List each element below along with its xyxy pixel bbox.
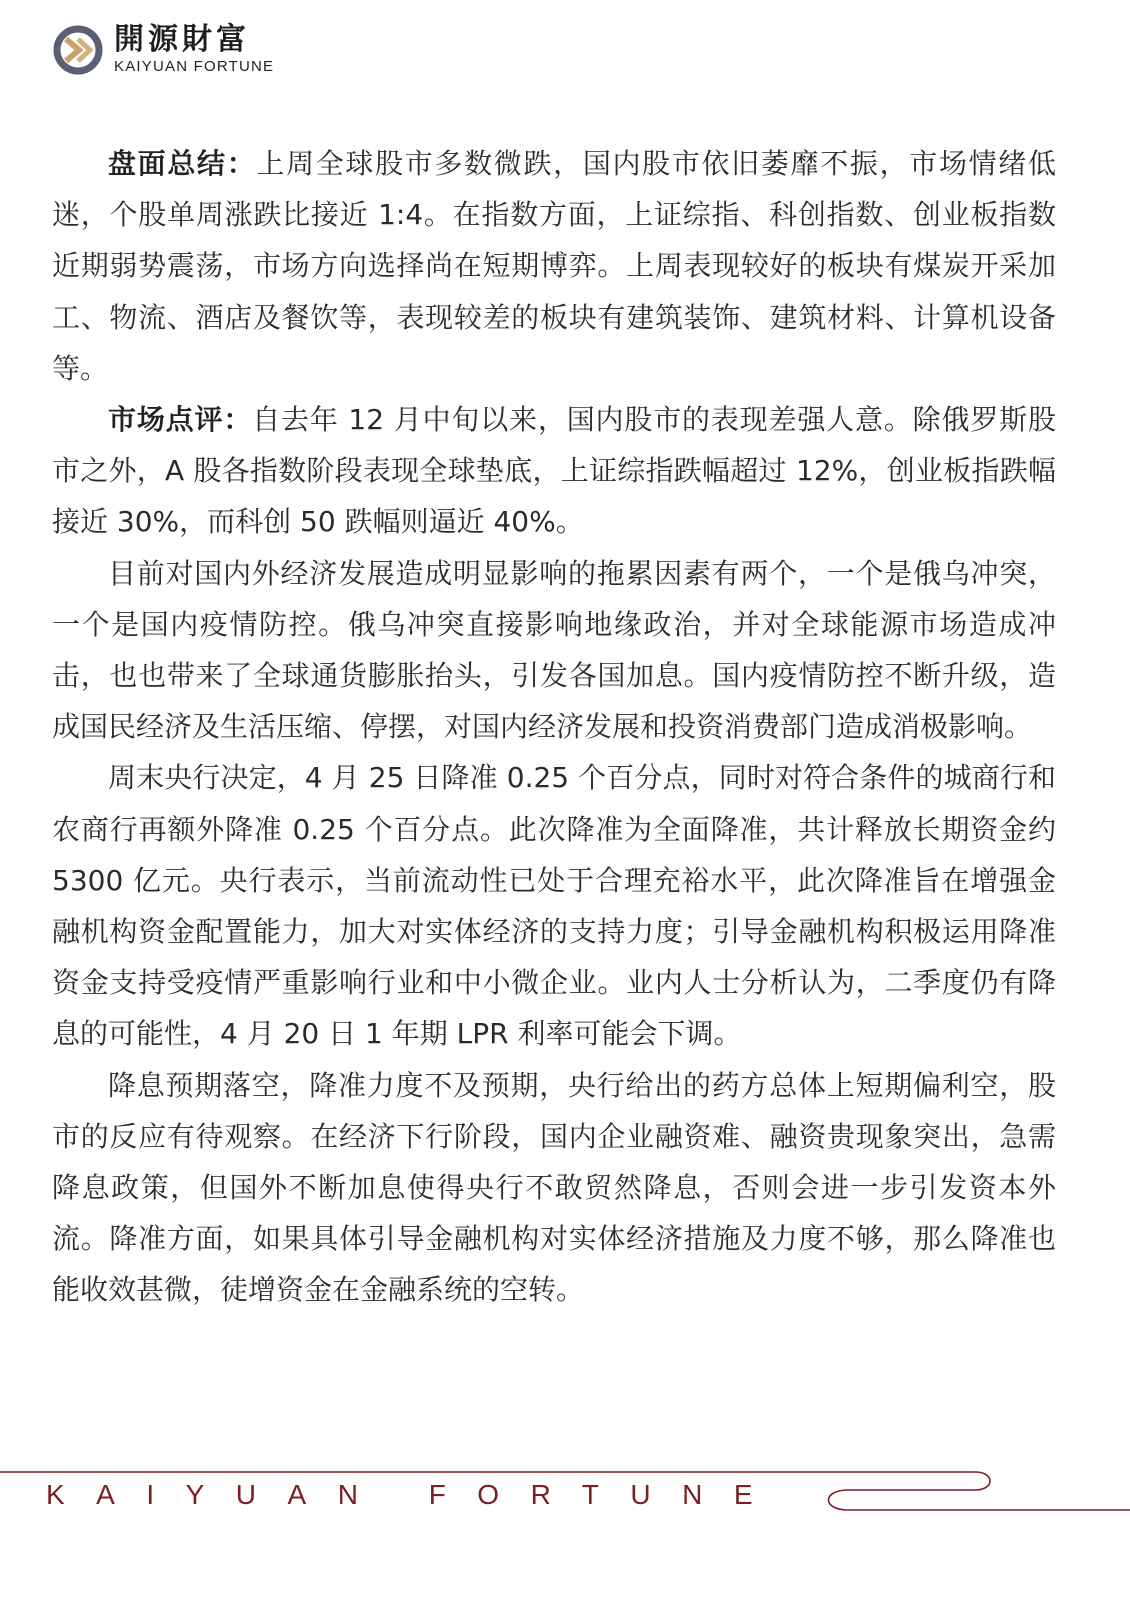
paragraph-text: 周末央行决定，4 月 25 日降准 0.25 个百分点，同时对符合条件的城商行和农商行再额外降准 0.25 个百分点。此次降准为全面降准，共计释放长期资金约 5300 亿元。央行表示，当前流动性已处于合理充裕水平，此次降准旨在增强金融机构资金配置能力，加大对实体经济的支持力度；引导金融机构积极运用降准资金支持受疫情严重影响行业和中小微企业。业内人士分析认为，二季度仍有降息的可能性，4 月 20 日 1 年期 LPR 利率可能会下调。 — [52, 761, 1056, 1051]
paragraph-lead: 盘面总结： — [108, 147, 257, 180]
paragraph-text: 目前对国内外经济发展造成明显影响的拖累因素有两个，一个是俄乌冲突，一个是国内疫情防控。俄乌冲突直接影响地缘政治，并对全球能源市场造成冲击，也也带来了全球通货膨胀抬头，引发各国加息。国内疫情防控不断升级，造成国民经济及生活压缩、停摆，对国内经济发展和投资消费部门造成消极影响。 — [52, 556, 1056, 744]
paragraph-text: 自去年 12 月中旬以来，国内股市的表现差强人意。除俄罗斯股市之外，A 股各指数阶段表现全球垫底，上证综指跌幅超过 12%，创业板指跌幅接近 30%，而科创 50 跌幅则逼近 40%。 — [52, 403, 1056, 539]
kaiyuan-logo-icon — [52, 24, 104, 76]
paragraph-lead: 市场点评： — [108, 403, 253, 437]
paragraph-market-summary — [52, 138, 1056, 394]
logo-chinese-name: 開源財富 — [114, 22, 250, 57]
paragraph-text: 降息预期落空，降准力度不及预期，央行给出的药方总体上短期偏利空，股市的反应有待观察。在经济下行阶段，国内企业融资难、融资贵现象突出，急需降息政策，但国外不断加息使得央行不敢贸然降息，否则会进一步引发资本外流。降准方面，如果具体引导金融机构对实体经济措施及力度不够，那么降准也能收效甚微，徒增资金在金融系统的空转。 — [52, 1068, 1056, 1307]
paragraph-drag-factors — [52, 548, 1056, 753]
paragraph-text: 上周全球股市多数微跌，国内股市依旧萎靡不振，市场情绪低迷，个股单周涨跌比接近 1:4。在指数方面，上证综指、科创指数、创业板指数近期弱势震荡，市场方向选择尚在短期博弈。上周表现较好的板块有煤炭开采加工、物流、酒店及餐饮等，表现较差的板块有建筑装饰、建筑材料、计算机设备等。 — [52, 147, 1056, 385]
paragraph-outlook — [52, 1060, 1056, 1316]
footer-brand-text: KAIYUAN FORTUNE — [46, 1479, 785, 1510]
brand-logo — [52, 22, 312, 82]
paragraph-market-comment — [52, 394, 1056, 548]
article-body — [52, 138, 1056, 1316]
paragraph-rrr-cut — [52, 752, 1056, 1059]
logo-english-name: KAIYUAN FORTUNE — [114, 58, 275, 75]
